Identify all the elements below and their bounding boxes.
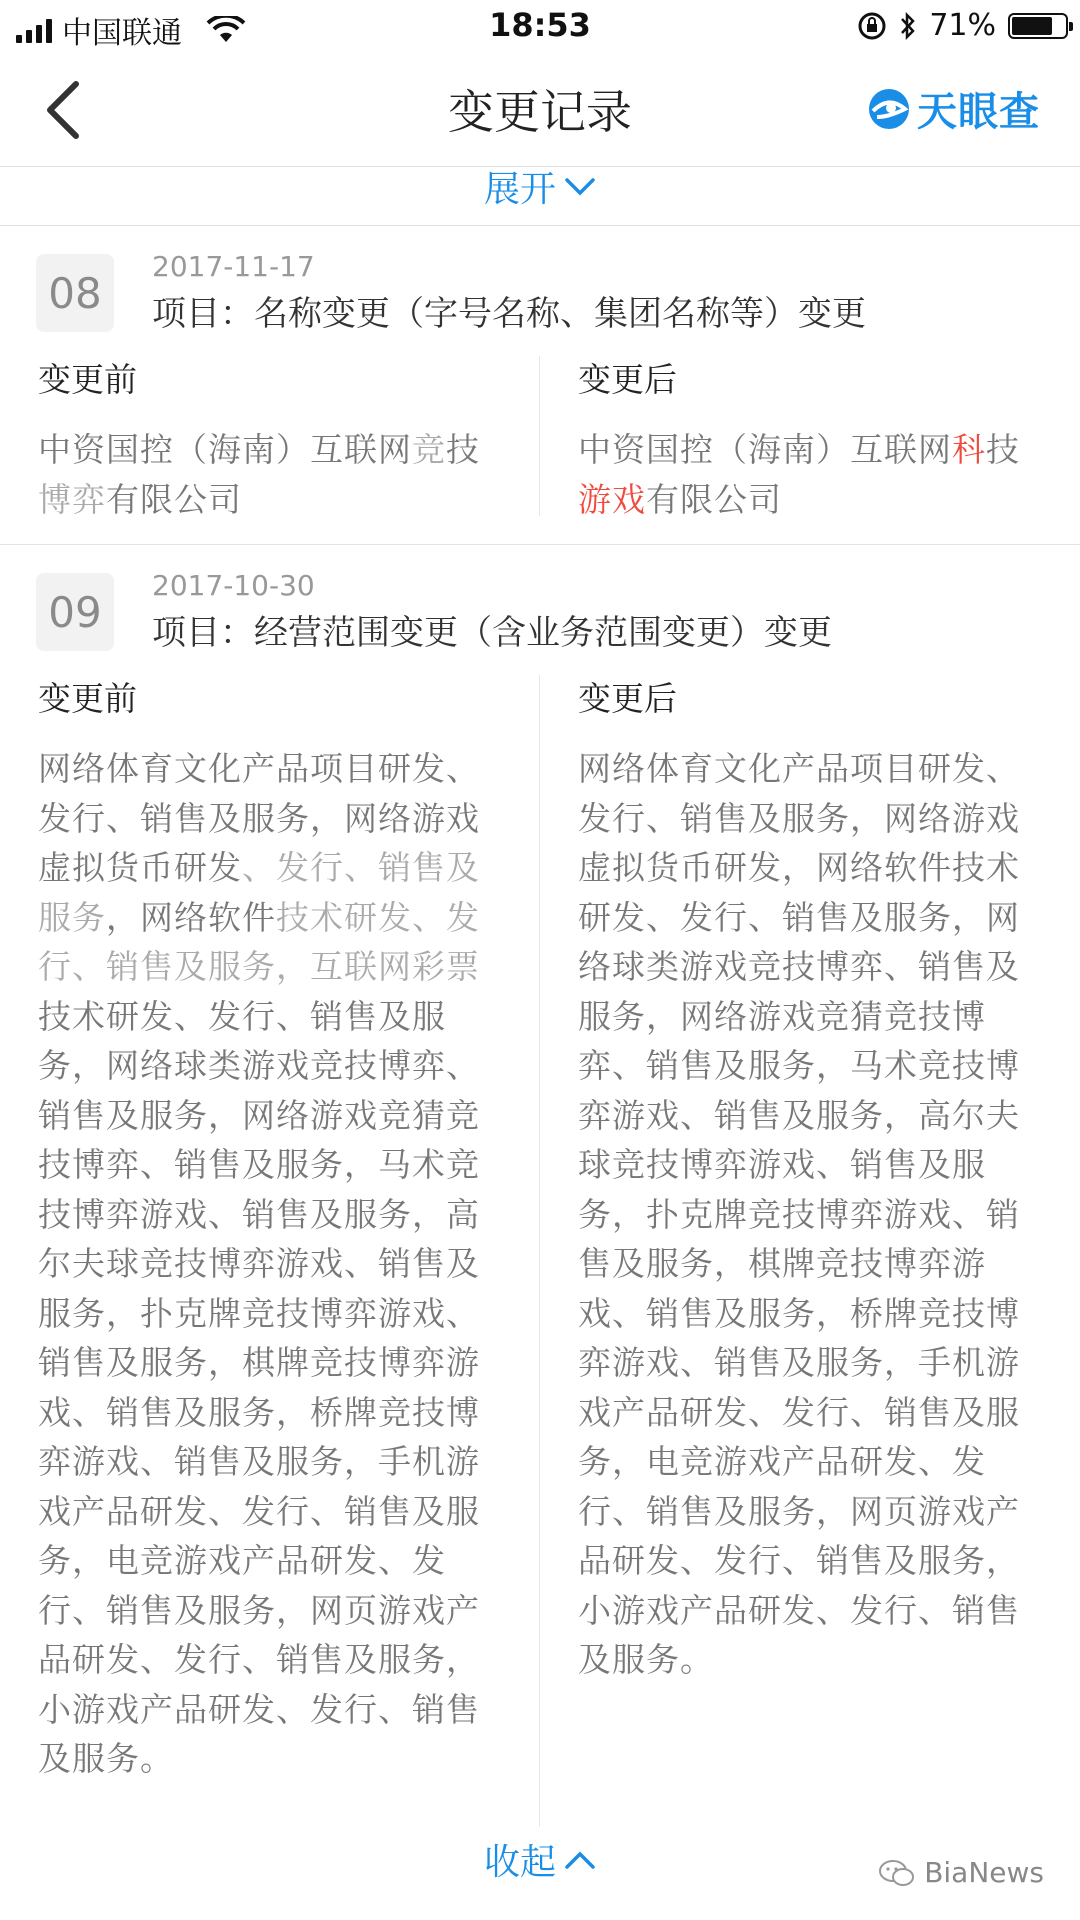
brand-name: 天眼查 — [917, 89, 1040, 135]
expand-label: 展开 — [483, 169, 556, 210]
record-title: 项目：经营范围变更（含业务范围变更）变更 — [152, 613, 832, 653]
nav-bar — [0, 54, 1080, 167]
after-label: 变更后 — [578, 679, 677, 718]
text-segment: 技术研发、发行、销售及服务，网络球类游戏竞技博弈、销售及服务，网络游戏竞猜竞技博弈、销售及服务，马术竞技博弈游戏、销售及服务，高尔夫球竞技博弈游戏、销售及服务，扑克牌竞技博弈游戏、销售及服务，棋牌竞技博弈游戏、销售及服务，桥牌竞技博弈游戏、销售及服务，手机游戏产品研发、发行、销售及服务，电竞游戏产品研发、发行、销售及服务，网页游戏产品研发、发行、销售及服务，小游戏产品研发、发行、销售及服务。 — [38, 996, 480, 1778]
carrier-label: 中国联通 — [62, 16, 182, 51]
text-segment: ，网络软件 — [106, 897, 276, 937]
after-label: 变更后 — [578, 360, 677, 399]
before-column — [38, 673, 506, 1784]
changed-text: 科 — [952, 430, 986, 469]
after-column — [578, 354, 1046, 524]
before-text — [38, 425, 506, 524]
change-record-09 — [0, 545, 1080, 1835]
expand-button[interactable] — [484, 161, 596, 212]
text-segment: 有限公司 — [646, 479, 782, 519]
before-text — [38, 744, 506, 1784]
battery-percent: 71% — [929, 8, 996, 43]
record-index-badge: 08 — [36, 254, 114, 332]
orientation-lock-icon — [857, 11, 887, 41]
removed-text: 、发行、销售及服务 — [38, 848, 480, 937]
chevron-down-icon — [564, 176, 596, 198]
removed-text: 竞 — [412, 430, 446, 469]
text-segment: 网络体育文化产品项目研发、发行、销售及服务，网络游戏虚拟货币研发 — [38, 749, 480, 887]
column-divider — [539, 675, 540, 1827]
brand-logo[interactable] — [867, 80, 1040, 137]
after-column — [578, 673, 1046, 1685]
changed-text: 游戏 — [578, 479, 646, 519]
bluetooth-icon — [899, 11, 917, 41]
page-title: 变更记录 — [448, 85, 632, 139]
watermark-text: BiaNews — [924, 1856, 1044, 1889]
chevron-up-icon — [564, 1849, 596, 1871]
column-divider — [539, 356, 540, 516]
record-title: 项目：名称变更（字号名称、集团名称等）变更 — [152, 294, 866, 334]
brand-eye-icon — [867, 87, 911, 131]
text-segment: 网络体育文化产品项目研发、发行、销售及服务，网络游戏虚拟货币研发，网络软件技术研发、发行、销售及服务，网络球类游戏竞技博弈、销售及服务，网络游戏竞猜竞技博弈、销售及服务，马术竞技博弈游戏、销售及服务，高尔夫球竞技博弈游戏、销售及服务，扑克牌竞技博弈游戏、销售及服务，棋牌竞技博弈游戏、销售及服务，桥牌竞技博弈游戏、销售及服务，手机游戏产品研发、发行、销售及服务，电竞游戏产品研发、发行、销售及服务，网页游戏产品研发、发行、销售及服务，小游戏产品研发、发行、销售及服务。 — [578, 749, 1020, 1679]
collapse-button[interactable] — [484, 1834, 596, 1885]
expand-bar — [0, 167, 1080, 226]
collapse-label: 收起 — [483, 1842, 556, 1883]
after-text — [578, 744, 1046, 1685]
status-bar — [0, 0, 1080, 54]
record-date: 2017-11-17 — [152, 250, 315, 283]
change-record-08 — [0, 226, 1080, 545]
record-date: 2017-10-30 — [152, 569, 315, 602]
removed-text: 技术研发、发行、销售及服务，互联网彩票 — [38, 897, 480, 986]
status-right — [857, 8, 1068, 43]
after-text — [578, 425, 1046, 524]
text-segment: 中资国控（海南）互联网 — [578, 430, 952, 469]
battery-icon — [1008, 13, 1068, 39]
before-column — [38, 354, 506, 524]
before-label: 变更前 — [38, 360, 137, 399]
before-label: 变更前 — [38, 679, 137, 718]
record-index-badge: 09 — [36, 573, 114, 651]
removed-text: 博弈 — [38, 479, 106, 519]
text-segment: 技 — [446, 430, 480, 469]
text-segment: 有限公司 — [106, 479, 242, 519]
battery-fill — [1012, 17, 1052, 35]
watermark — [878, 1856, 1044, 1889]
wechat-icon — [878, 1858, 916, 1888]
status-time: 18:53 — [489, 6, 591, 44]
text-segment: 中资国控（海南）互联网 — [38, 430, 412, 469]
text-segment: 技 — [986, 430, 1020, 469]
